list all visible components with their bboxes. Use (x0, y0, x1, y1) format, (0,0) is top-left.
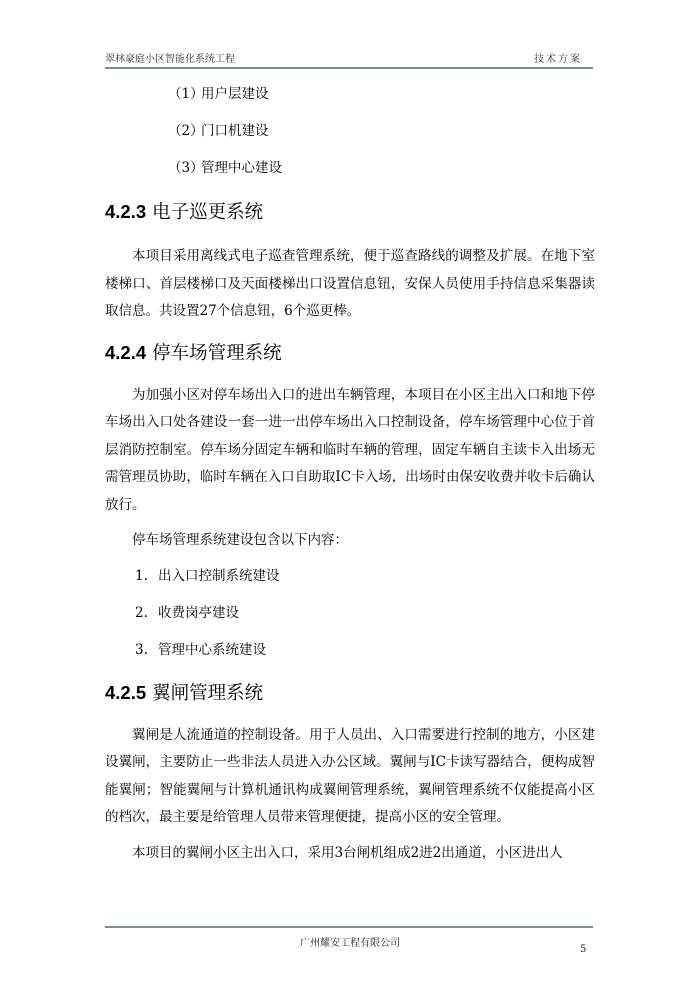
header-rule (105, 67, 593, 69)
page-header (105, 50, 592, 64)
footer-company: 广州耀安工程有限公司 (300, 938, 400, 949)
list-item: （1）用户层建设 (168, 86, 269, 102)
header-doc-type: 技术方案 (534, 54, 582, 65)
list-item: （3）管理中心建设 (168, 160, 282, 176)
section-heading-4-2-5: 4.2.5 翼闸管理系统 (105, 681, 264, 704)
list-item: 2. 收费岗亭建设 (135, 604, 239, 621)
page-number: 5 (580, 944, 587, 955)
list-item: 1. 出入口控制系统建设 (135, 567, 280, 584)
footer-rule (105, 926, 593, 928)
header-project-title: 翠林豪庭小区智能化系统工程 (105, 54, 235, 65)
paragraph: 本项目采用离线式电子巡查管理系统，便于巡查路线的调整及扩展。在地下室楼梯口、首层楼梯口及天面楼梯出口设置信息钮，安保人员使用手持信息采集器读取信息。共设置27个信息钮，6个巡更棒。 (105, 248, 595, 319)
list-item: （2）门口机建设 (168, 123, 269, 139)
paragraph: 为加强小区对停车场出入口的进出车辆管理，本项目在小区主出入口和地下停车场出入口处各建设一套一进一出停车场出入口控制设备，停车场管理中心位于首层消防控制室。停车场分固定车辆和临时车辆的管理，固定车辆自主读卡入出场无需管理员协助，临时车辆在入口自助取IC卡入场，出场时由保安收费并收卡后确认放行。 (105, 386, 595, 513)
paragraph: 停车场管理系统建设包含以下内容： (132, 532, 348, 548)
section-heading-4-2-4: 4.2.4 停车场管理系统 (105, 341, 282, 364)
section-heading-4-2-3: 4.2.3 电子巡更系统 (105, 201, 264, 223)
paragraph: 翼闸是人流通道的控制设备。用于人员出、入口需要进行控制的地方，小区建设翼闸，主要防止一些非法人员进入办公区域。翼闸与IC卡读写器结合，便构成智能翼闸；智能翼闸与计算机通讯构成翼闸管理系统，翼闸管理系统不仅能提高小区的档次，最主要是给管理人员带来管理便捷，提高小区的安全管理。 (105, 726, 595, 825)
page-content (105, 84, 595, 867)
list-item: 3. 管理中心系统建设 (135, 641, 266, 658)
paragraph: 本项目的翼闸小区主出入口，采用3台闸机组成2进2出通道，小区进出人 (132, 844, 563, 861)
